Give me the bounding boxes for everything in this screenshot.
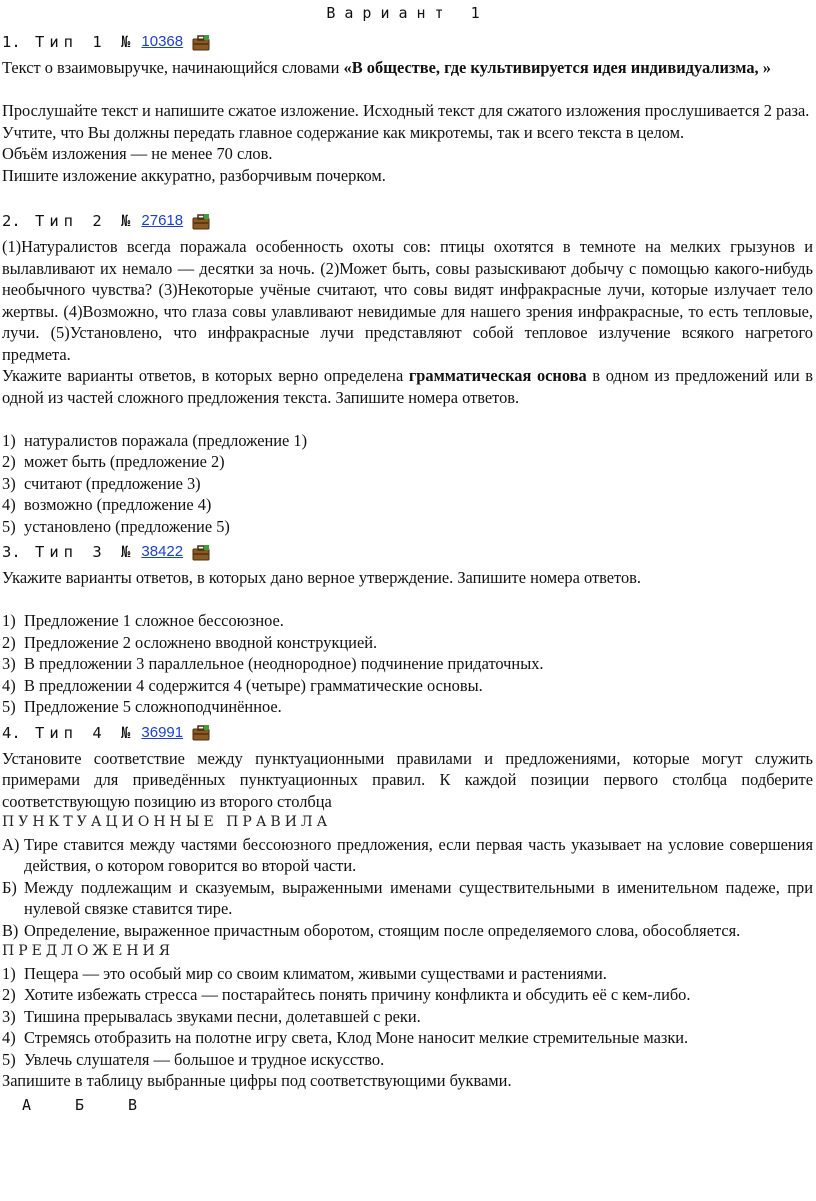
number-sign: № <box>121 543 136 561</box>
spacer <box>2 186 813 206</box>
rule-letter: В) <box>2 920 19 940</box>
task-id-link[interactable]: 36991 <box>141 723 184 741</box>
sentence-number: 5) <box>2 1049 16 1069</box>
sentence-number: 3) <box>2 1006 16 1026</box>
task-number: 3. <box>2 543 21 561</box>
type-word: Тип <box>35 33 79 51</box>
sentence-text: Тишина прерывалась звуками песни, долетавшей с реки. <box>24 1006 421 1026</box>
list-item <box>2 430 813 452</box>
number-sign: № <box>121 33 136 51</box>
answer-table-header <box>2 1095 813 1117</box>
task1-line: Пишите изложение аккуратно, разборчивым почерком. <box>2 165 386 185</box>
rule-text: Между подлежащим и сказуемым, выраженными именами существительными в именительном падеже, при нулевой связке ставится тире. <box>24 877 813 918</box>
task-number: 2. <box>2 212 21 230</box>
sentence-number: 2) <box>2 985 16 1004</box>
list-item <box>2 1049 813 1071</box>
sentence-text: Пещера — это особый мир со своим климатом, живыми существами и растениями. <box>24 963 607 983</box>
type-word: Тип <box>35 723 79 742</box>
task4-question: Установите соответствие между пунктуационными правилами и предложениями, которые могут служить примерами для приведённых пунктуационных правил. К каждой позиции первого столбца подберите соответствующую позицию из второго столбца <box>2 748 813 811</box>
list-item <box>2 675 813 697</box>
task3-question: Укажите варианты ответов, в которых дано верное утверждение. Запишите номера ответов. <box>2 568 641 587</box>
list-item <box>2 696 813 718</box>
type-word: Тип <box>35 212 79 230</box>
rules-heading: ПУНКТУАЦИОННЫЕ ПРАВИЛА <box>2 814 332 830</box>
column-letter: В <box>128 1095 138 1114</box>
option-number: 1) <box>2 430 16 450</box>
list-item <box>2 1006 813 1028</box>
rule-item <box>2 920 813 942</box>
task-header-4 <box>2 718 813 748</box>
number-sign: № <box>121 723 136 742</box>
option-number: 4) <box>2 495 16 514</box>
sentence-text: Увлечь слушателя — большое и трудное искусство. <box>24 1049 385 1069</box>
type-label <box>21 206 136 236</box>
task2-text: (1)Натуралистов всегда поражала особенность охоты сов: птицы охотятся в темноте на мелких грызунов и вылавливают их немало — десятки за ночь. (2)Может быть, совы разыскивают добычу с помощью какого-нибудь необычного чувства? (3)Некоторые учёные считают, что совы видят инфракрасные лучи, которые излучает тело жертвы. (4)Возможно, что глаза совы улавливают невидимые для нашего зрения инфракрасные, то есть тепловые, лучи. (5)Установлено, что инфракрасные лучи представляют собой тепловое излучение всякого нагретого предмета. <box>2 237 813 364</box>
option-number: 3) <box>2 654 16 673</box>
list-item <box>2 610 813 632</box>
list-item <box>2 653 813 675</box>
option-number: 1) <box>2 611 16 630</box>
list-item <box>2 473 813 495</box>
option-number: 4) <box>2 675 16 695</box>
type-number: 1 <box>92 33 107 51</box>
list-item <box>2 516 813 538</box>
rule-text: Определение, выраженное причастным оборотом, стоящим после определяемого слова, обособляется. <box>24 920 741 940</box>
task-number: 4. <box>2 723 21 742</box>
task1-line: Прослушайте текст и напишите сжатое изложение. Исходный текст для сжатого изложения прослушивается 2 раза. <box>2 101 810 120</box>
option-text: Предложение 5 сложноподчинённое. <box>24 697 282 716</box>
task4-sentences <box>2 963 813 1071</box>
table-note: Запишите в таблицу выбранные цифры под соответствующими буквами. <box>2 1071 512 1090</box>
task1-line: Учтите, что Вы должны передать главное содержание как микротемы, так и всего текста в целом. <box>2 122 685 142</box>
task-id-link[interactable]: 38422 <box>141 543 184 560</box>
spacer <box>2 589 813 611</box>
option-text: Предложение 1 сложное бессоюзное. <box>24 611 284 630</box>
column-letter: Б <box>75 1095 85 1114</box>
type-number: 4 <box>92 723 107 742</box>
list-item <box>2 494 813 516</box>
variant-title: Вариант 1 <box>326 4 489 22</box>
option-text: установлено (предложение 5) <box>24 516 230 536</box>
task-id-link[interactable]: 27618 <box>141 212 184 229</box>
task-header-2 <box>2 206 813 236</box>
sentence-number: 4) <box>2 1028 16 1047</box>
list-item <box>2 984 813 1006</box>
list-item <box>2 451 813 473</box>
rule-letter: А) <box>2 834 20 854</box>
option-number: 2) <box>2 452 16 471</box>
type-word: Тип <box>35 543 79 561</box>
task-id-link[interactable]: 10368 <box>141 33 184 50</box>
option-number: 5) <box>2 697 16 716</box>
sentence-number: 1) <box>2 963 16 983</box>
briefcase-icon[interactable] <box>192 541 210 558</box>
type-label <box>21 537 136 567</box>
task-header-3 <box>2 537 813 567</box>
task1-line: Объём изложения — не менее 70 слов. <box>2 144 273 163</box>
option-text: считают (предложение 3) <box>24 473 201 493</box>
question-keyword: грамматическая основа <box>408 366 587 385</box>
option-text: В предложении 3 параллельное (неоднородное) подчинение придаточных. <box>24 654 544 673</box>
rule-item <box>2 834 813 877</box>
option-text: В предложении 4 содержится 4 (четыре) грамматические основы. <box>24 675 483 695</box>
task1-intro-quote: «В обществе, где культивируется идея индивидуализма, » <box>343 58 771 77</box>
briefcase-icon[interactable] <box>192 210 210 227</box>
sentence-text: Стремясь отобразить на полотне игру света, Клод Моне наносит мелкие стремительные мазки. <box>24 1028 689 1047</box>
task3-options <box>2 610 813 718</box>
task2-options <box>2 430 813 538</box>
rule-letter: Б) <box>2 877 17 897</box>
list-item <box>2 963 813 985</box>
briefcase-icon[interactable] <box>192 721 210 738</box>
spacer <box>2 79 813 101</box>
question-text: в одном из предложений или в одной из частей сложного предложения текста. Запишите номера ответов. <box>2 366 813 407</box>
option-text: может быть (предложение 2) <box>24 452 225 471</box>
rule-text: Тире ставится между частями бессоюзного предложения, если первая часть указывает на условие совершения действия, о котором говорится во второй части. <box>24 834 813 875</box>
type-label <box>21 27 136 57</box>
option-text: Предложение 2 осложнено вводной конструкцией. <box>24 632 378 652</box>
type-label <box>21 718 136 748</box>
type-number: 2 <box>92 212 107 230</box>
option-number: 2) <box>2 632 16 652</box>
briefcase-icon[interactable] <box>192 31 210 48</box>
task2-question <box>2 365 813 408</box>
number-sign: № <box>121 212 136 230</box>
list-item <box>2 632 813 654</box>
task1-intro <box>2 57 813 79</box>
list-item <box>2 1027 813 1049</box>
sentence-text: Хотите избежать стресса — постарайтесь понять причину конфликта и обсудить её с кем-либо. <box>24 985 691 1004</box>
option-text: возможно (предложение 4) <box>24 495 212 514</box>
type-number: 3 <box>92 543 107 561</box>
task-number: 1. <box>2 33 21 51</box>
task1-intro-text: Текст о взаимовыручке, начинающийся словами <box>2 58 344 77</box>
spacer <box>2 408 813 430</box>
question-text: Укажите варианты ответов, в которых верно определена <box>2 366 409 385</box>
sentences-heading: ПРЕДЛОЖЕНИЯ <box>2 943 175 959</box>
task-header-1 <box>2 27 813 57</box>
column-letter: А <box>22 1095 32 1114</box>
option-number: 5) <box>2 516 16 536</box>
rule-item <box>2 877 813 920</box>
option-text: натуралистов поражала (предложение 1) <box>24 430 308 450</box>
option-number: 3) <box>2 473 16 493</box>
